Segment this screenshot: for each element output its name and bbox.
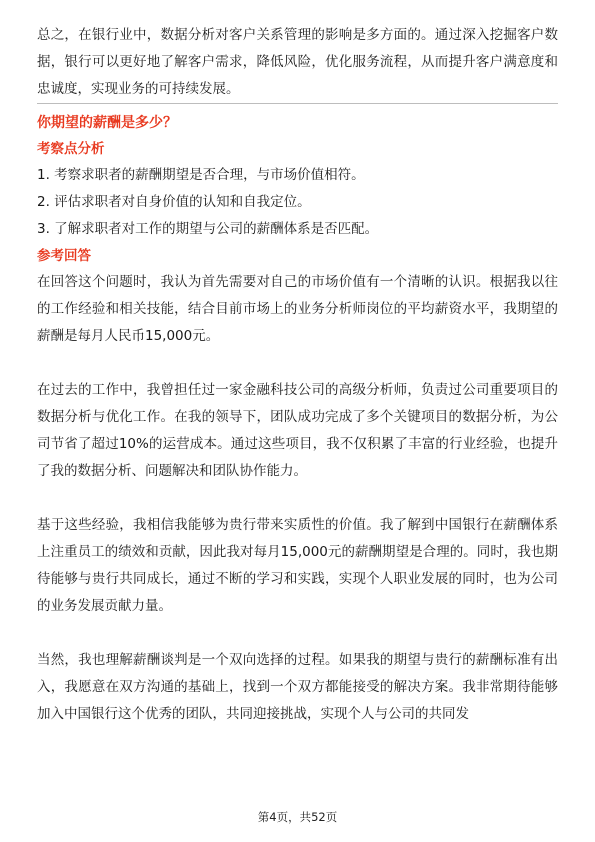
answer-paragraph: 在过去的工作中，我曾担任过一家金融科技公司的高级分析师，负责过公司重要项目的数据分析与优化工作。在我的领导下，团队成功完成了多个关键项目的数据分析，为公司节省了超过10%的运营成本。通过这些项目，我不仅积累了丰富的行业经验，也提升了我的数据分析、问题解决和团队协作能力。 bbox=[37, 382, 558, 479]
answer-paragraph: 基于这些经验，我相信我能够为贵行带来实质性的价值。我了解到中国银行在薪酬体系上注重员工的绩效和贡献，因此我对每月15,000元的薪酬期望是合理的。同时，我也期待能够与贵行共同成长，通过不断的学习和实践，实现个人职业发展的同时，也为公司的业务发展贡献力量。 bbox=[37, 517, 558, 614]
answer-label: 参考回答 bbox=[37, 248, 91, 264]
paragraph-gap bbox=[37, 485, 558, 512]
page-number: 第4页，共52页 bbox=[257, 810, 338, 824]
analysis-item: 2. 评估求职者对自身价值的认知和自我定位。 bbox=[37, 194, 311, 210]
section-divider bbox=[37, 103, 558, 104]
document-page bbox=[37, 22, 558, 728]
analysis-label: 考察点分析 bbox=[37, 141, 105, 157]
question-title: 你期望的薪酬是多少？ bbox=[37, 115, 177, 131]
paragraph-gap bbox=[37, 620, 558, 647]
analysis-item: 3. 了解求职者对工作的期望与公司的薪酬体系是否匹配。 bbox=[37, 221, 379, 237]
analysis-item: 1. 考察求职者的薪酬期望是否合理，与市场价值相符。 bbox=[37, 167, 365, 183]
intro-paragraph: 总之，在银行业中，数据分析对客户关系管理的影响是多方面的。通过深入挖掘客户数据，银行可以更好地了解客户需求，降低风险，优化服务流程，从而提升客户满意度和忠诚度，实现业务的可持续发展。 bbox=[37, 27, 558, 97]
answer-paragraph: 在回答这个问题时，我认为首先需要对自己的市场价值有一个清晰的认识。根据我以往的工作经验和相关技能，结合目前市场上的业务分析师岗位的平均薪资水平，我期望的薪酬是每月人民币15,000元。 bbox=[37, 274, 558, 344]
paragraph-gap bbox=[37, 350, 558, 377]
answer-paragraph: 当然，我也理解薪酬谈判是一个双向选择的过程。如果我的期望与贵行的薪酬标准有出入，我愿意在双方沟通的基础上，找到一个双方都能接受的解决方案。我非常期待能够加入中国银行这个优秀的团队，共同迎接挑战，实现个人与公司的共同发 bbox=[37, 652, 558, 722]
